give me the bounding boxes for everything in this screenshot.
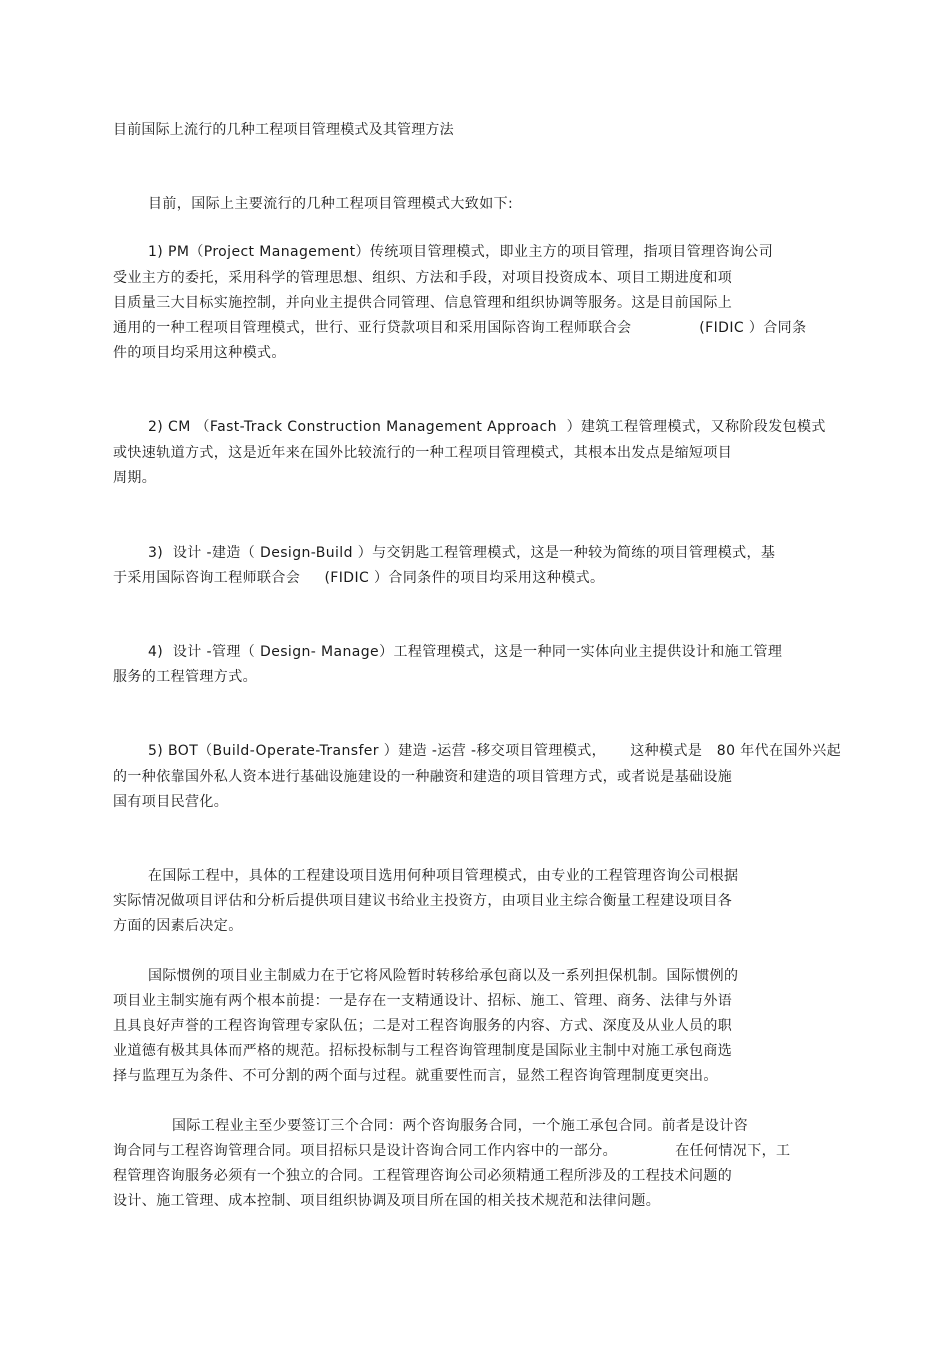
paragraph-2-line-1: 国际惯例的项目业主制威力在于它将风险暂时转移给承包商以及一系列担保机制。国际惯例的 <box>148 968 739 984</box>
paragraph-3-line-4: 设计、施工管理、成本控制、项目组织协调及项目所在国的相关技术规范和法律问题。 <box>113 1193 661 1209</box>
section-3-line-1: 3) 设计 -建造（ Design-Build ）与交钥匙工程管理模式，这是一种较为简练的项目管理模式，基 <box>148 545 776 561</box>
section-5-line-1: 5) BOT（Build-Operate-Transfer ）建造 -运营 -移交项目管理模式， 这种模式是 80 年代在国外兴起 <box>148 743 842 759</box>
section-5-line-2: 的一种依靠国外私人资本进行基础设施建设的一种融资和建造的项目管理方式，或者说是基础设施 <box>113 769 733 785</box>
paragraph-1-line-2: 实际情况做项目评估和分析后提供项目建议书给业主投资方，由项目业主综合衡量工程建设项目各 <box>113 893 733 909</box>
paragraph-2-line-5: 择与监理互为条件、不可分割的两个面与过程。就重要性而言，显然工程咨询管理制度更突出。 <box>113 1068 718 1084</box>
section-2-line-1: 2) CM （Fast-Track Construction Management Approach ）建筑工程管理模式，又称阶段发包模式 <box>148 419 826 435</box>
section-1-line-5: 件的项目均采用这种模式。 <box>113 345 286 361</box>
paragraph-1-line-3: 方面的因素后决定。 <box>113 918 243 934</box>
section-4-line-2: 服务的工程管理方式。 <box>113 669 257 685</box>
section-1-line-3: 目质量三大目标实施控制，并向业主提供合同管理、信息管理和组织协调等服务。这是目前国际上 <box>113 295 733 311</box>
paragraph-1-line-1: 在国际工程中，具体的工程建设项目选用何种项目管理模式，由专业的工程管理咨询公司根据 <box>148 868 739 884</box>
paragraph-3-line-3: 程管理咨询服务必须有一个独立的合同。工程管理咨询公司必须精通工程所涉及的工程技术问题的 <box>113 1168 733 1184</box>
paragraph-2-line-3: 且具良好声誉的工程咨询管理专家队伍；二是对工程咨询服务的内容、方式、深度及从业人员的职 <box>113 1018 733 1034</box>
section-5-line-3: 国有项目民营化。 <box>113 794 229 810</box>
paragraph-2-line-4: 业道德有极其具体而严格的规范。招标投标制与工程咨询管理制度是国际业主制中对施工承包商选 <box>113 1043 733 1059</box>
document-title: 目前国际上流行的几种工程项目管理模式及其管理方法 <box>113 122 454 138</box>
section-4-line-1: 4) 设计 -管理（ Design- Manage）工程管理模式，这是一种同一实体向业主提供设计和施工管理 <box>148 644 783 660</box>
paragraph-2-line-2: 项目业主制实施有两个根本前提：一是存在一支精通设计、招标、施工、管理、商务、法律与外语 <box>113 993 733 1009</box>
paragraph-3-line-2: 询合同与工程咨询管理合同。项目招标只是设计咨询合同工作内容中的一部分。 在任何情况下，工 <box>113 1143 791 1159</box>
section-2-line-2: 或快速轨道方式，这是近年来在国外比较流行的一种工程项目管理模式，其根本出发点是缩短项目 <box>113 445 733 461</box>
section-3-line-2: 于采用国际咨询工程师联合会 (FIDIC ）合同条件的项目均采用这种模式。 <box>113 570 605 586</box>
section-1-line-2: 受业主方的委托，采用科学的管理思想、组织、方法和手段，对项目投资成本、项目工期进度和项 <box>113 270 733 286</box>
paragraph-3-line-1: 国际工程业主至少要签订三个合同：两个咨询服务合同，一个施工承包合同。前者是设计咨 <box>172 1118 748 1134</box>
section-1-line-4: 通用的一种工程项目管理模式，世行、亚行贷款项目和采用国际咨询工程师联合会 (FIDIC ）合同条 <box>113 320 807 336</box>
section-1-line-1: 1) PM（Project Management）传统项目管理模式，即业主方的项目管理，指项目管理咨询公司 <box>148 244 774 260</box>
section-2-line-3: 周期。 <box>113 470 157 486</box>
intro-text: 目前，国际上主要流行的几种工程项目管理模式大致如下: <box>148 196 514 212</box>
